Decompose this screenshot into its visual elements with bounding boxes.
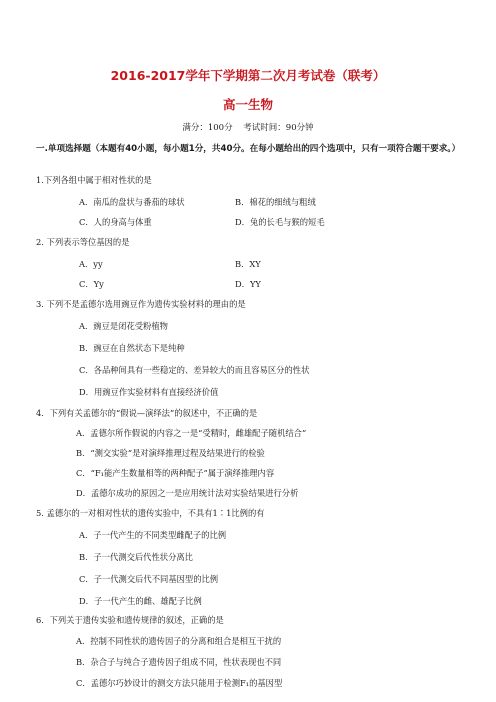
subject-title: 高一生物 [222,97,273,112]
question-4-option-a: A．孟德尔所作假说的内容之一是“受精时，雌雄配子随机结合” [76,428,307,438]
question-3-option-c: C．各品种间具有一些稳定的、差异较大的而且容易区分的性状 [79,365,310,375]
question-6-option-a: A．控制不同性状的遗传因子的分离和组合是相互干扰的 [76,636,282,646]
exam-meta [0,121,496,133]
question-5-option-a: A．子一代产生的不同类型雌配子的比例 [79,530,227,540]
question-2-stem: 2. 下列表示等位基因的是 [36,237,130,247]
question-1-option-a: A．南瓜的盘状与番茄的球状 [79,197,185,207]
question-6-option-b: B．杂合子与纯合子遗传因子组成不同，性状表现也不同 [76,657,282,667]
exam-title: 2016-2017学年下学期第二次月考试卷（联考） [110,68,386,83]
question-1-option-d: D．兔的长毛与猴的短毛 [235,217,325,227]
question-4-option-b: B．“测交实验”是对演绎推理过程及结果进行的检验 [76,448,265,458]
question-2-option-c: C．Yy [79,279,104,289]
question-1-stem: 1.下列各组中属于相对性状的是 [36,175,152,185]
question-5-option-b: B．子一代测交后代性状分离比 [79,552,193,562]
question-5-option-d: D．子一代产生的雌、雄配子比例 [79,596,202,606]
question-5-stem: 5. 孟德尔的一对相对性状的遗传实验中，不具有1∶1比例的有 [36,508,265,518]
question-1-option-c: C．人的身高与体重 [79,217,152,227]
question-3-stem: 3. 下列不是孟德尔选用豌豆作为遗传实验材料的理由的是 [36,299,246,309]
question-3-option-b: B．豌豆在自然状态下是纯种 [79,343,185,353]
question-4-stem: 4．下列有关孟德尔的“假说—演绎法”的叙述中，不正确的是 [36,408,258,418]
question-6-stem: 6．下列关于遗传实验和遗传规律的叙述，正确的是 [36,615,224,625]
question-2-option-d: D．YY [235,279,261,289]
question-6-option-c: C．孟德尔巧妙设计的测交方法只能用于检测F₁的基因型 [76,678,283,688]
question-1-option-b: B．棉花的细绒与粗绒 [235,197,316,207]
full-score: 满分：100分 [182,123,233,133]
exam-time: 考试时间：90分钟 [243,123,314,133]
question-4-option-c: C．“F₁能产生数量相等的两种配子”属于演绎推理内容 [76,468,275,478]
question-4-option-d: D．孟德尔成功的原因之一是应用统计法对实验结果进行分析 [76,488,299,498]
question-2-option-b: B．XY [235,259,261,269]
question-3-option-d: D．用豌豆作实验材料有直接经济价值 [79,387,219,397]
section-heading: 一.单项选择题（本题有40小题，每小题1分，共40分。在每小题给出的四个选项中，只有一项符合题干要求。） [36,144,461,154]
question-3-option-a: A．豌豆是闭花受粉植物 [79,321,168,331]
question-2-option-a: A．yy [79,259,103,269]
question-5-option-c: C．子一代测交后代不同基因型的比例 [79,574,219,584]
